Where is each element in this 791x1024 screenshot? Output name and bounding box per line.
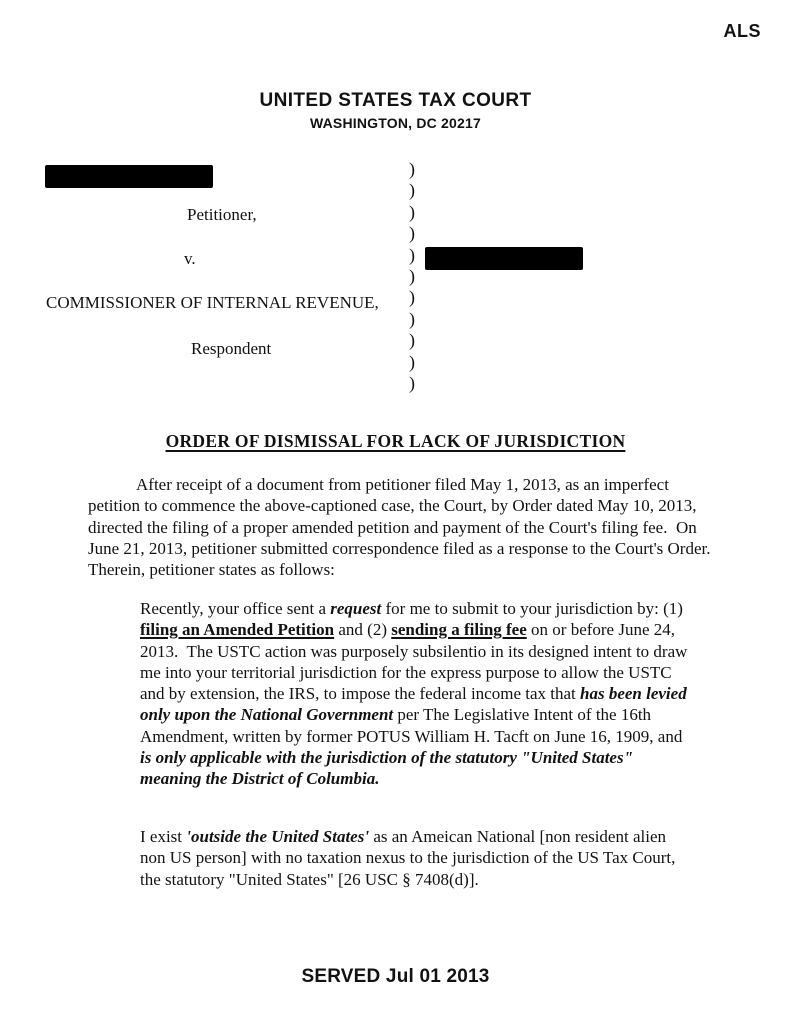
caption-paren: ) — [409, 372, 415, 393]
text-segment: Recently, your office sent a — [140, 599, 331, 618]
text-segment: filing an Amended Petition — [140, 620, 335, 640]
respondent-label: Respondent — [191, 339, 272, 358]
petitioner-name-redaction-bar — [45, 165, 213, 188]
text-segment: request — [330, 599, 382, 618]
order-body-paragraph: After receipt of a document from petitioner filed May 1, 2013, as an imperfect petition to commence the above-captioned case, the Court, by Order dated May 10, 2013, directed the filing of a proper amended petition and payment of the Court's filing fee. On June 21, 2013, petitioner submitted correspondence filed as a response to the Court's Order. Therein, petitioner states as follows: — [88, 475, 719, 580]
caption-paren: ) — [409, 159, 415, 179]
respondent-name: COMMISSIONER OF INTERNAL REVENUE, — [46, 293, 379, 312]
caption-paren: ) — [409, 265, 415, 286]
text-segment: is only applicable with the jurisdiction of the statutory "United States" meaning the District of Columbia. — [140, 748, 638, 789]
als-label: ALS — [723, 21, 761, 41]
text-segment: sending a filing fee — [391, 620, 527, 640]
court-name: UNITED STATES TAX COURT — [259, 90, 532, 111]
docket-number-redaction-bar — [425, 247, 583, 270]
caption-paren: ) — [409, 351, 415, 372]
quoted-statement-paragraph-2 — [140, 826, 695, 890]
text-segment: 'outside the United States' — [186, 827, 370, 846]
court-address: WASHINGTON, DC 20217 — [309, 115, 481, 131]
text-segment: as an Ameican National [non resident alien non US person] with no taxation nexus to the jurisdiction of the US Tax Court, the statutory "United States" [26 USC § 7408(d)]. — [140, 827, 680, 889]
caption-paren: ) — [409, 180, 415, 201]
versus-label: v. — [184, 249, 196, 268]
caption-paren: ) — [409, 244, 415, 265]
petitioner-label: Petitioner, — [187, 205, 257, 224]
caption-paren: ) — [409, 330, 415, 351]
text-segment: has been levied only upon the National Government — [140, 684, 691, 725]
text-segment: on or before June 24, 2013. The USTC action was purposely subsilentio in its designed intent to draw me into your territorial jurisdiction for the express purpose to allow the USTC and by extension, the IRS, to impose the federal income tax that — [140, 620, 692, 704]
case-caption — [0, 0, 791, 420]
text-segment: per The Legislative Intent of the 16th Amendment, written by former POTUS William H. Tacft on June 16, 1909, and — [140, 705, 687, 746]
quoted-statement-paragraph-1 — [140, 598, 695, 790]
served-stamp: SERVED Jul 01 2013 — [301, 966, 490, 987]
text-segment: for me to submit to your jurisdiction by: (1) — [381, 599, 688, 618]
caption-divider-parens — [409, 159, 415, 394]
caption-paren: ) — [409, 201, 415, 222]
order-title: ORDER OF DISMISSAL FOR LACK OF JURISDICTION — [165, 431, 626, 451]
caption-paren: ) — [409, 223, 415, 244]
caption-paren: ) — [409, 287, 415, 308]
caption-paren: ) — [409, 308, 415, 329]
text-segment: and (2) — [334, 620, 392, 640]
text-segment: I exist — [140, 827, 187, 846]
